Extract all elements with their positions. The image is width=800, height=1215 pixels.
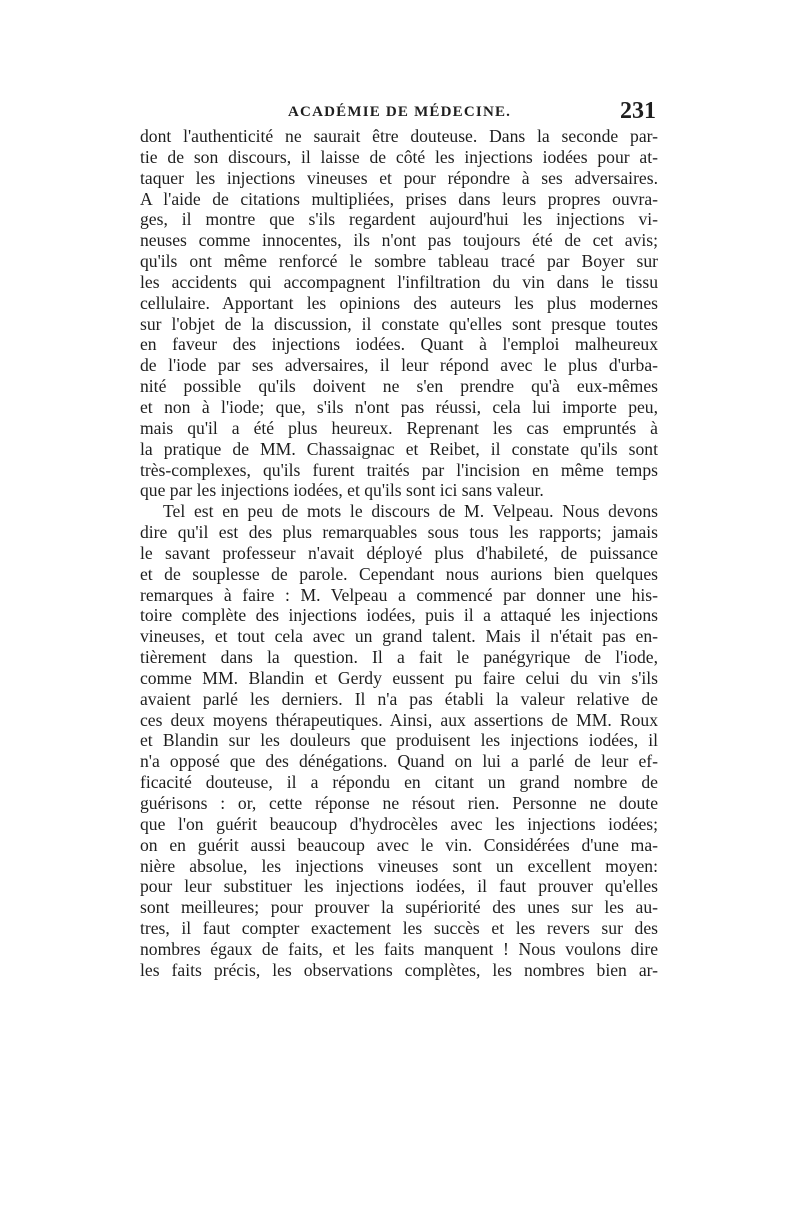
text-line: remarques à faire : M. Velpeau a commencé par donner une his- [140, 584, 658, 605]
text-line: on en guérit aussi beaucoup avec le vin. Considérées d'une ma- [140, 834, 658, 855]
text-line: nombres égaux de faits, et les faits manquent ! Nous voulons dire [140, 938, 658, 959]
text-line: guérisons : or, cette réponse ne résout rien. Personne ne doute [140, 793, 658, 813]
text-line: de l'iode par ses adversaires, il leur répond avec le plus d'urba- [140, 355, 658, 376]
text-line: les faits précis, les observations complètes, les nombres bien ar- [140, 959, 658, 980]
text-line: et Blandin sur les douleurs que produisent les injections iodées, il [140, 730, 658, 751]
text-line: Tel est en peu de mots le discours de M. Velpeau. Nous devons [163, 501, 658, 522]
text-line: ges, il montre que s'ils regardent aujourd'hui les injections vi- [140, 209, 658, 230]
text-line: sont meilleures; pour prouver la supériorité des unes sur les au- [140, 897, 658, 918]
text-line: neuses comme innocentes, ils n'ont pas toujours été de cet avis; [140, 230, 658, 251]
text-line: pour leur substituer les injections iodées, il faut prouver qu'elles [140, 876, 658, 897]
text-line: vineuses, et tout cela avec un grand talent. Mais il n'était pas en- [140, 626, 658, 647]
text-line: cellulaire. Apportant les opinions des auteurs les plus modernes [140, 292, 658, 313]
text-line: que par les injections iodées, et qu'ils sont ici sans valeur. [140, 480, 544, 501]
text-line: toire complète des injections iodées, puis il a attaqué les injections [140, 605, 658, 626]
text-line: très-complexes, qu'ils furent traités par l'incision en même temps [140, 459, 658, 480]
text-line: que l'on guérit beaucoup d'hydrocèles avec les injections iodées; [140, 813, 658, 834]
text-line: tièrement dans la question. Il a fait le panégyrique de l'iode, [140, 647, 658, 668]
header-title: ACADÉMIE DE MÉDECINE. [288, 104, 512, 120]
text-line: la pratique de MM. Chassaignac et Reibet, il constate qu'ils sont [140, 438, 658, 459]
text-line: le savant professeur n'avait déployé plus d'habileté, de puissance [140, 542, 658, 563]
text-line: ces deux moyens thérapeutiques. Ainsi, aux assertions de MM. Roux [140, 709, 658, 730]
page-number: 231 [620, 98, 656, 124]
text-line: A l'aide de citations multipliées, prises dans leurs propres ouvra- [140, 188, 658, 209]
text-line: et de souplesse de parole. Cependant nous aurions bien quelques [140, 563, 658, 584]
text-line: taquer les injections vineuses et pour répondre à ses adversaires. [140, 167, 658, 188]
text-line: dont l'authenticité ne saurait être douteuse. Dans la seconde par- [140, 126, 658, 146]
text-line: tres, il faut compter exactement les succès et les revers sur des [140, 918, 658, 939]
text-line: comme MM. Blandin et Gerdy eussent pu faire celui du vin s'ils [140, 667, 658, 688]
text-line: n'a opposé que des dénégations. Quand on lui a parlé de leur ef- [140, 751, 658, 772]
text-line: nière absolue, les injections vineuses sont un excellent moyen: [140, 855, 658, 876]
text-line: avaient parlé les derniers. Il n'a pas établi la valeur relative de [140, 688, 658, 709]
running-header [140, 100, 658, 126]
text-line: en faveur des injections iodées. Quant à l'emploi malheureux [140, 334, 658, 355]
text-line: mais qu'il a été plus heureux. Reprenant les cas empruntés à [140, 417, 658, 438]
text-line: ficacité douteuse, il a répondu en citant un grand nombre de [140, 772, 658, 793]
body-text [140, 126, 658, 981]
text-line: les accidents qui accompagnent l'infiltration du vin dans le tissu [140, 271, 658, 292]
text-line: et non à l'iode; que, s'ils n'ont pas réussi, cela lui importe peu, [140, 396, 658, 417]
text-line: nité possible qu'ils doivent ne s'en prendre qu'à eux-mêmes [140, 376, 658, 397]
text-line: dire qu'il est des plus remarquables sous tous les rapports; jamais [140, 522, 658, 543]
text-line: sur l'objet de la discussion, il constate qu'elles sont presque toutes [140, 313, 658, 334]
text-line: qu'ils ont même renforcé le sombre tableau tracé par Boyer sur [140, 251, 658, 272]
text-line: tie de son discours, il laisse de côté les injections iodées pour at- [140, 146, 658, 167]
